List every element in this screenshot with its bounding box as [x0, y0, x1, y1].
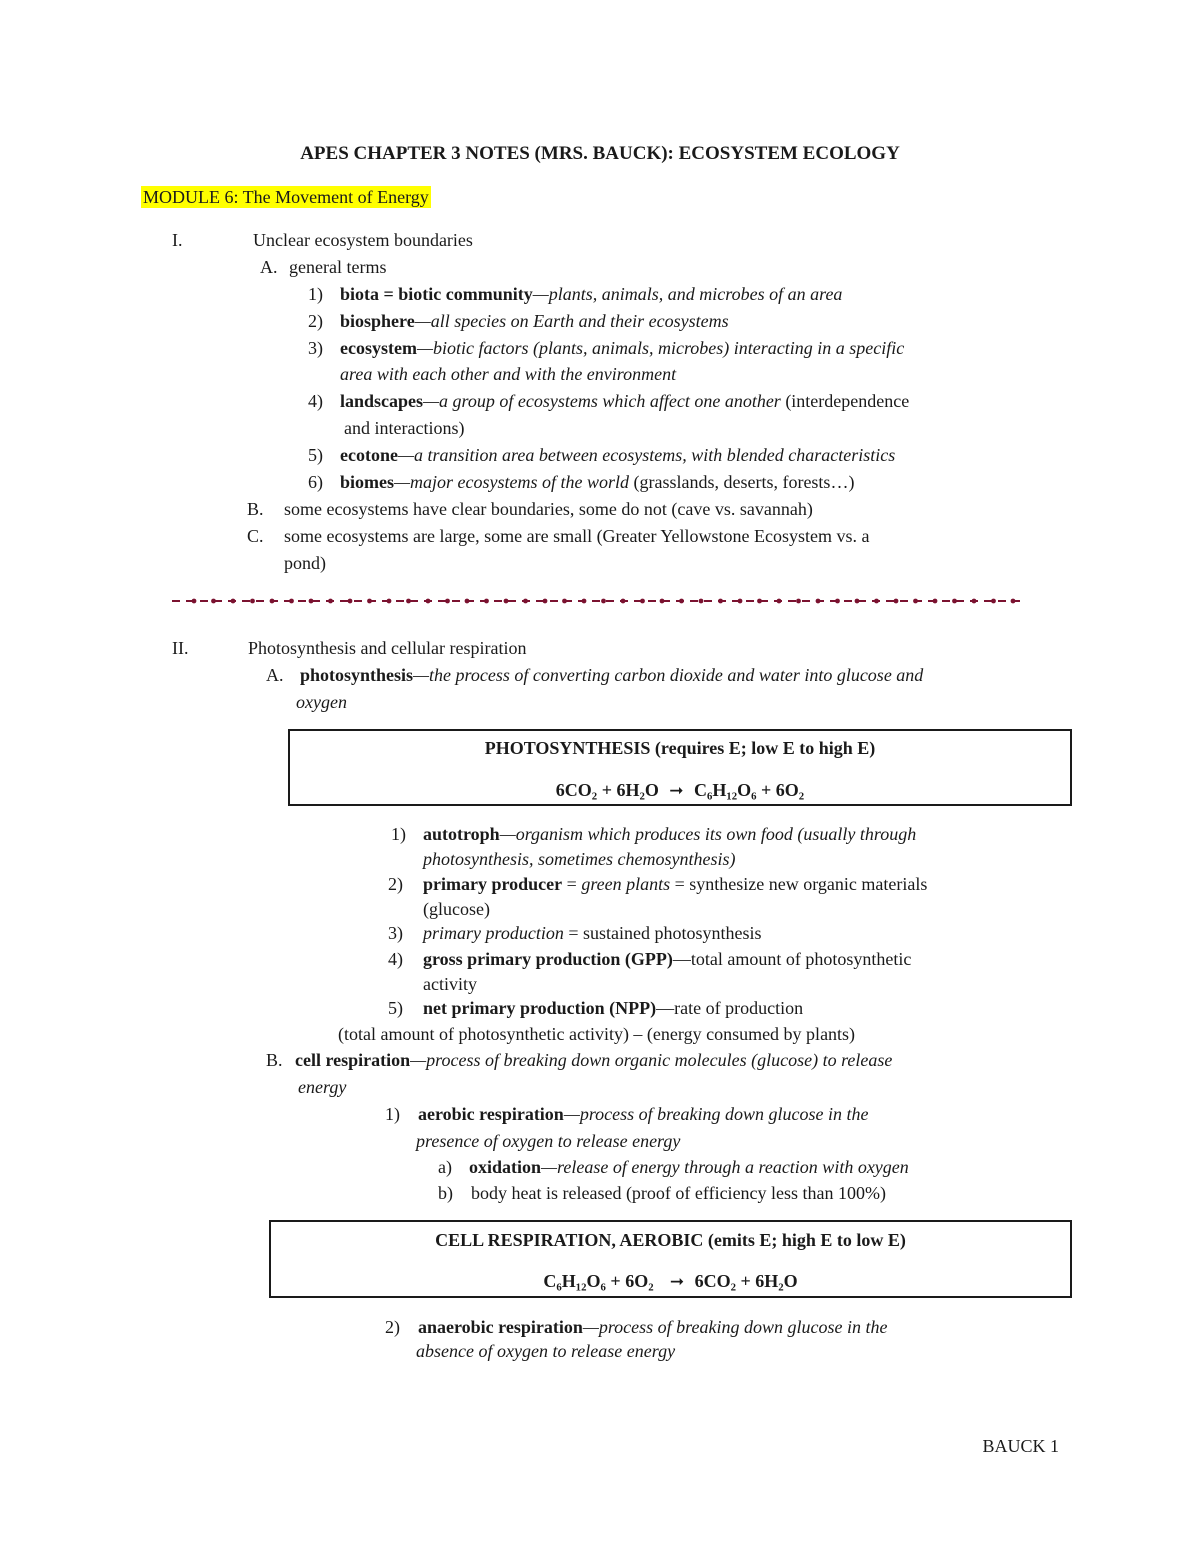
npp-formula: (total amount of photosynthetic activity) – (energy consumed by plants): [338, 1024, 856, 1044]
s2-a-cont: oxygen: [296, 692, 347, 712]
divider-dot: [718, 599, 723, 604]
divider-dot: [913, 599, 918, 604]
s1-b-text: some ecosystems have clear boundaries, some do not (cave vs. savannah): [284, 499, 813, 519]
section-2-heading: Photosynthesis and cellular respiration: [248, 638, 527, 658]
divider-dot: [640, 599, 645, 604]
equation-right: 6CO₂ + 6H₂O: [694, 1271, 798, 1291]
note: = sustained photosynthesis: [563, 923, 762, 943]
respiration-equation: [271, 1270, 1070, 1293]
definition: —organism which produces its own food (usually through: [499, 824, 917, 844]
divider-dot: [309, 599, 314, 604]
definition: —the process of converting carbon dioxide and water into glucose and: [413, 665, 924, 685]
term: biota = biotic community: [340, 284, 533, 304]
note: (grasslands, deserts, forests…): [628, 472, 855, 492]
s1-c-text: some ecosystems are large, some are small (Greater Yellowstone Ecosystem vs. a: [284, 526, 870, 546]
s2-p5-number: 5): [388, 998, 403, 1018]
definition: —process of breaking down glucose in the: [563, 1104, 869, 1124]
term: ecotone: [340, 445, 398, 465]
divider-dot: [796, 599, 801, 604]
divider-dot: [1011, 599, 1016, 604]
s2-a-text: [300, 664, 923, 686]
s1-c-cont: pond): [284, 553, 326, 573]
term: biomes: [340, 472, 394, 492]
abbr: (NPP): [604, 998, 657, 1018]
divider-dot: [406, 599, 411, 604]
arrow-right-icon: ➞: [663, 781, 690, 801]
s1-item-6-number: 6): [308, 472, 323, 492]
term: ecosystem: [340, 338, 417, 358]
divider-dot: [874, 599, 879, 604]
s2-b-label: B.: [266, 1050, 283, 1070]
definition: —a transition area between ecosystems, with blended characteristics: [397, 445, 896, 465]
module-heading: MODULE 6: The Movement of Energy: [143, 187, 429, 207]
s2-p2-cont: (glucose): [423, 899, 490, 919]
s2-r2-number: 2): [385, 1317, 400, 1337]
divider-dot: [504, 599, 509, 604]
s2-a-label: A.: [266, 665, 284, 685]
divider-dot: [738, 599, 743, 604]
divider-dot: [621, 599, 626, 604]
term: aerobic respiration: [418, 1104, 564, 1124]
s1-item-3: [340, 337, 904, 359]
equation-left: C₆H₁₂O₆ + 6O₂: [543, 1271, 654, 1291]
divider-dot: [250, 599, 255, 604]
s1-item-4-cont: and interactions): [344, 418, 465, 438]
term: photosynthesis: [300, 665, 414, 685]
s1-item-3-cont: area with each other and with the environment: [340, 364, 677, 384]
divider-dot: [465, 599, 470, 604]
respiration-box-title: CELL RESPIRATION, AEROBIC (emits E; high E to low E): [435, 1230, 906, 1250]
note: = synthesize new organic materials: [670, 874, 928, 894]
s2-ra-label: a): [438, 1157, 452, 1177]
s2-p1-number: 1): [391, 824, 406, 844]
s2-p4-cont: activity: [423, 974, 477, 994]
s2-r1: [418, 1103, 868, 1125]
divider-dot: [367, 599, 372, 604]
equals: =: [562, 874, 582, 894]
s1-item-5-number: 5): [308, 445, 323, 465]
s2-r1-cont: presence of oxygen to release energy: [416, 1131, 681, 1151]
divider-dot: [757, 599, 762, 604]
equation-right: C₆H₁₂O₆ + 6O₂: [693, 780, 805, 800]
divider-dot: [601, 599, 606, 604]
divider-dot: [933, 599, 938, 604]
divider-dot: [777, 599, 782, 604]
divider-dot: [328, 599, 333, 604]
section-1-number: I.: [172, 230, 183, 250]
section-2-number: II.: [172, 638, 189, 658]
s2-ra: [469, 1156, 909, 1178]
arrow-right-icon: ➞: [658, 1272, 691, 1292]
definition: —process of breaking down organic molecules (glucose) to release: [410, 1050, 893, 1070]
term: primary production: [423, 923, 564, 943]
divider-dot: [445, 599, 450, 604]
s2-p4: [423, 948, 911, 970]
term: gross primary production: [423, 949, 621, 969]
divider-dot: [543, 599, 548, 604]
s1-item-4-number: 4): [308, 391, 323, 411]
s2-p1-cont: photosynthesis, sometimes chemosynthesis): [423, 849, 736, 869]
divider-dot: [855, 599, 860, 604]
divider-dot: [231, 599, 236, 604]
s1-item-1-number: 1): [308, 284, 323, 304]
photosynthesis-equation: [290, 779, 1070, 802]
respiration-box: [269, 1220, 1072, 1298]
definition: —all species on Earth and their ecosystems: [414, 311, 729, 331]
divider-dot: [387, 599, 392, 604]
definition: —a group of ecosystems which affect one another: [423, 391, 781, 411]
term: anaerobic respiration: [418, 1317, 583, 1337]
s2-r1-number: 1): [385, 1104, 400, 1124]
s1-item-6: [340, 471, 854, 493]
divider-dot: [991, 599, 996, 604]
s2-p1: [423, 823, 916, 845]
s2-r2: [418, 1316, 887, 1338]
s1-item-2: [340, 310, 729, 332]
divider-dot: [348, 599, 353, 604]
divider-dot: [270, 599, 275, 604]
divider-dot: [816, 599, 821, 604]
divider-dot: [894, 599, 899, 604]
abbr: (GPP): [620, 949, 673, 969]
s2-p3: [423, 922, 761, 944]
term: net primary production: [423, 998, 605, 1018]
divider-dot: [426, 599, 431, 604]
definition: —plants, animals, and microbes of an area: [532, 284, 843, 304]
term: primary producer: [423, 874, 563, 894]
s1-item-5: [340, 444, 895, 466]
divider-dot: [835, 599, 840, 604]
definition: —process of breaking down glucose in the: [582, 1317, 888, 1337]
divider-dot: [192, 599, 197, 604]
document-title: APES CHAPTER 3 NOTES (MRS. BAUCK): ECOSYSTEM ECOLOGY: [300, 143, 900, 164]
divider-dot: [562, 599, 567, 604]
note: —total amount of photosynthetic: [672, 949, 912, 969]
divider-dot: [582, 599, 587, 604]
note: (interdependence: [780, 391, 910, 411]
divider-dot: [484, 599, 489, 604]
divider-dot: [523, 599, 528, 604]
divider-dot: [289, 599, 294, 604]
divider-dot: [972, 599, 977, 604]
photosynthesis-box: [288, 729, 1072, 806]
s2-p2: [423, 873, 927, 895]
s2-p5: [423, 997, 803, 1019]
note: —rate of production: [656, 998, 804, 1018]
term: autotroph: [423, 824, 500, 844]
divider-dot: [211, 599, 216, 604]
term: cell respiration: [295, 1050, 411, 1070]
s2-r2-cont: absence of oxygen to release energy: [416, 1341, 676, 1361]
definition: —major ecosystems of the world: [394, 472, 629, 492]
s1-item-3-number: 3): [308, 338, 323, 358]
divider-dot: [679, 599, 684, 604]
definition: —release of energy through a reaction with oxygen: [541, 1157, 909, 1177]
s1-item-2-number: 2): [308, 311, 323, 331]
equation-left: 6CO₂ + 6H₂O: [555, 780, 659, 800]
s1-a-label: A.: [260, 257, 278, 277]
s2-p4-number: 4): [388, 949, 403, 969]
page-footer: BAUCK 1: [982, 1436, 1059, 1456]
section-divider: [172, 593, 1022, 609]
term: biosphere: [340, 311, 415, 331]
s2-p3-number: 3): [388, 923, 403, 943]
divider-dot: [660, 599, 665, 604]
divider-dot: [952, 599, 957, 604]
photosynthesis-box-title: PHOTOSYNTHESIS (requires E; low E to high E): [484, 738, 876, 758]
s1-b-label: B.: [247, 499, 264, 519]
section-1-heading: Unclear ecosystem boundaries: [253, 230, 473, 250]
s1-item-1: [340, 283, 842, 305]
s2-rb-label: b): [438, 1183, 453, 1203]
term: oxidation: [469, 1157, 542, 1177]
s1-c-label: C.: [247, 526, 264, 546]
s1-item-4: [340, 390, 909, 412]
definition: green plants: [581, 874, 671, 894]
s2-b-cont: energy: [298, 1077, 347, 1097]
s2-b-text: [295, 1049, 892, 1071]
s2-p2-number: 2): [388, 874, 403, 894]
s1-a-text: general terms: [289, 257, 387, 277]
s2-rb: body heat is released (proof of efficiency less than 100%): [471, 1183, 887, 1203]
divider-dot: [699, 599, 704, 604]
term: landscapes: [340, 391, 424, 411]
definition: —biotic factors (plants, animals, microbes) interacting in a specific: [416, 338, 905, 358]
